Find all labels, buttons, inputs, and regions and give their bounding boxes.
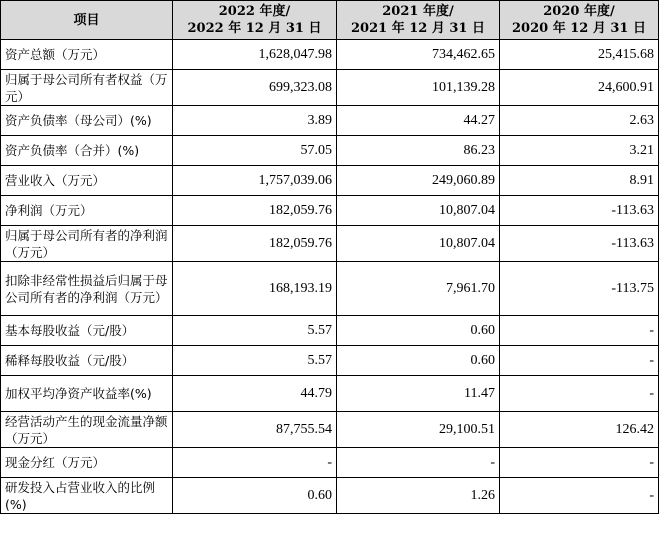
value-2022: 3.89	[173, 106, 337, 136]
table-row	[1, 316, 659, 346]
value-2021: 44.27	[337, 106, 500, 136]
value-2022: 1,757,039.06	[173, 166, 337, 196]
row-label: 研发投入占营业收入的比例(%)	[1, 478, 173, 514]
header-2021-line2: 2021 年 12 月 31 日	[351, 21, 485, 36]
row-label: 经营活动产生的现金流量净额（万元）	[1, 412, 173, 448]
row-label: 归属于母公司所有者的净利润（万元）	[1, 226, 173, 262]
row-label: 扣除非经常性损益后归属于母公司所有者的净利润（万元）	[1, 262, 173, 316]
table-row	[1, 376, 659, 412]
table-row	[1, 478, 659, 514]
value-2022: 5.57	[173, 316, 337, 346]
value-2020: 8.91	[500, 166, 659, 196]
table-header-row	[1, 1, 659, 40]
row-label: 归属于母公司所有者权益（万元）	[1, 70, 173, 106]
table-row	[1, 196, 659, 226]
value-2020: 24,600.91	[500, 70, 659, 106]
value-2020: 3.21	[500, 136, 659, 166]
header-2020-line1: 2020 年度/	[543, 4, 615, 19]
row-label: 加权平均净资产收益率(%)	[1, 376, 173, 412]
value-2022: 1,628,047.98	[173, 40, 337, 70]
row-label: 营业收入（万元）	[1, 166, 173, 196]
header-2022	[173, 1, 337, 40]
value-2020: -	[500, 376, 659, 412]
value-2020: -113.63	[500, 196, 659, 226]
value-2020: 2.63	[500, 106, 659, 136]
value-2020: -	[500, 316, 659, 346]
table-row	[1, 412, 659, 448]
header-2021	[337, 1, 500, 40]
table-row	[1, 166, 659, 196]
value-2022: 699,323.08	[173, 70, 337, 106]
row-label: 现金分红（万元）	[1, 448, 173, 478]
value-2021: 7,961.70	[337, 262, 500, 316]
value-2021: -	[337, 448, 500, 478]
value-2022: 57.05	[173, 136, 337, 166]
value-2021: 0.60	[337, 316, 500, 346]
value-2022: 44.79	[173, 376, 337, 412]
value-2021: 11.47	[337, 376, 500, 412]
header-2020	[500, 1, 659, 40]
value-2022: 0.60	[173, 478, 337, 514]
header-2022-line1: 2022 年度/	[218, 4, 291, 19]
row-label: 资产总额（万元）	[1, 40, 173, 70]
value-2021: 1.26	[337, 478, 500, 514]
value-2021: 101,139.28	[337, 70, 500, 106]
value-2020: 126.42	[500, 412, 659, 448]
table-row	[1, 346, 659, 376]
table-row	[1, 40, 659, 70]
value-2021: 10,807.04	[337, 196, 500, 226]
table-row	[1, 106, 659, 136]
table-row	[1, 136, 659, 166]
value-2021: 0.60	[337, 346, 500, 376]
row-label: 净利润（万元）	[1, 196, 173, 226]
value-2022: 182,059.76	[173, 226, 337, 262]
value-2021: 734,462.65	[337, 40, 500, 70]
value-2022: -	[173, 448, 337, 478]
table-row	[1, 262, 659, 316]
value-2020: -113.63	[500, 226, 659, 262]
value-2020: -	[500, 478, 659, 514]
value-2022: 5.57	[173, 346, 337, 376]
table-row	[1, 448, 659, 478]
value-2021: 249,060.89	[337, 166, 500, 196]
header-2020-line2: 2020 年 12 月 31 日	[512, 21, 646, 36]
value-2021: 29,100.51	[337, 412, 500, 448]
value-2021: 10,807.04	[337, 226, 500, 262]
value-2020: 25,415.68	[500, 40, 659, 70]
value-2022: 87,755.54	[173, 412, 337, 448]
row-label: 稀释每股收益（元/股）	[1, 346, 173, 376]
row-label: 基本每股收益（元/股）	[1, 316, 173, 346]
table-row	[1, 226, 659, 262]
value-2020: -	[500, 346, 659, 376]
header-item: 项目	[1, 1, 173, 40]
value-2022: 182,059.76	[173, 196, 337, 226]
value-2022: 168,193.19	[173, 262, 337, 316]
header-2022-line2: 2022 年 12 月 31 日	[187, 21, 322, 36]
table-row	[1, 70, 659, 106]
row-label: 资产负债率（合并）(%)	[1, 136, 173, 166]
value-2020: -113.75	[500, 262, 659, 316]
row-label: 资产负债率（母公司）(%)	[1, 106, 173, 136]
value-2021: 86.23	[337, 136, 500, 166]
value-2020: -	[500, 448, 659, 478]
header-2021-line1: 2021 年度/	[382, 4, 454, 19]
